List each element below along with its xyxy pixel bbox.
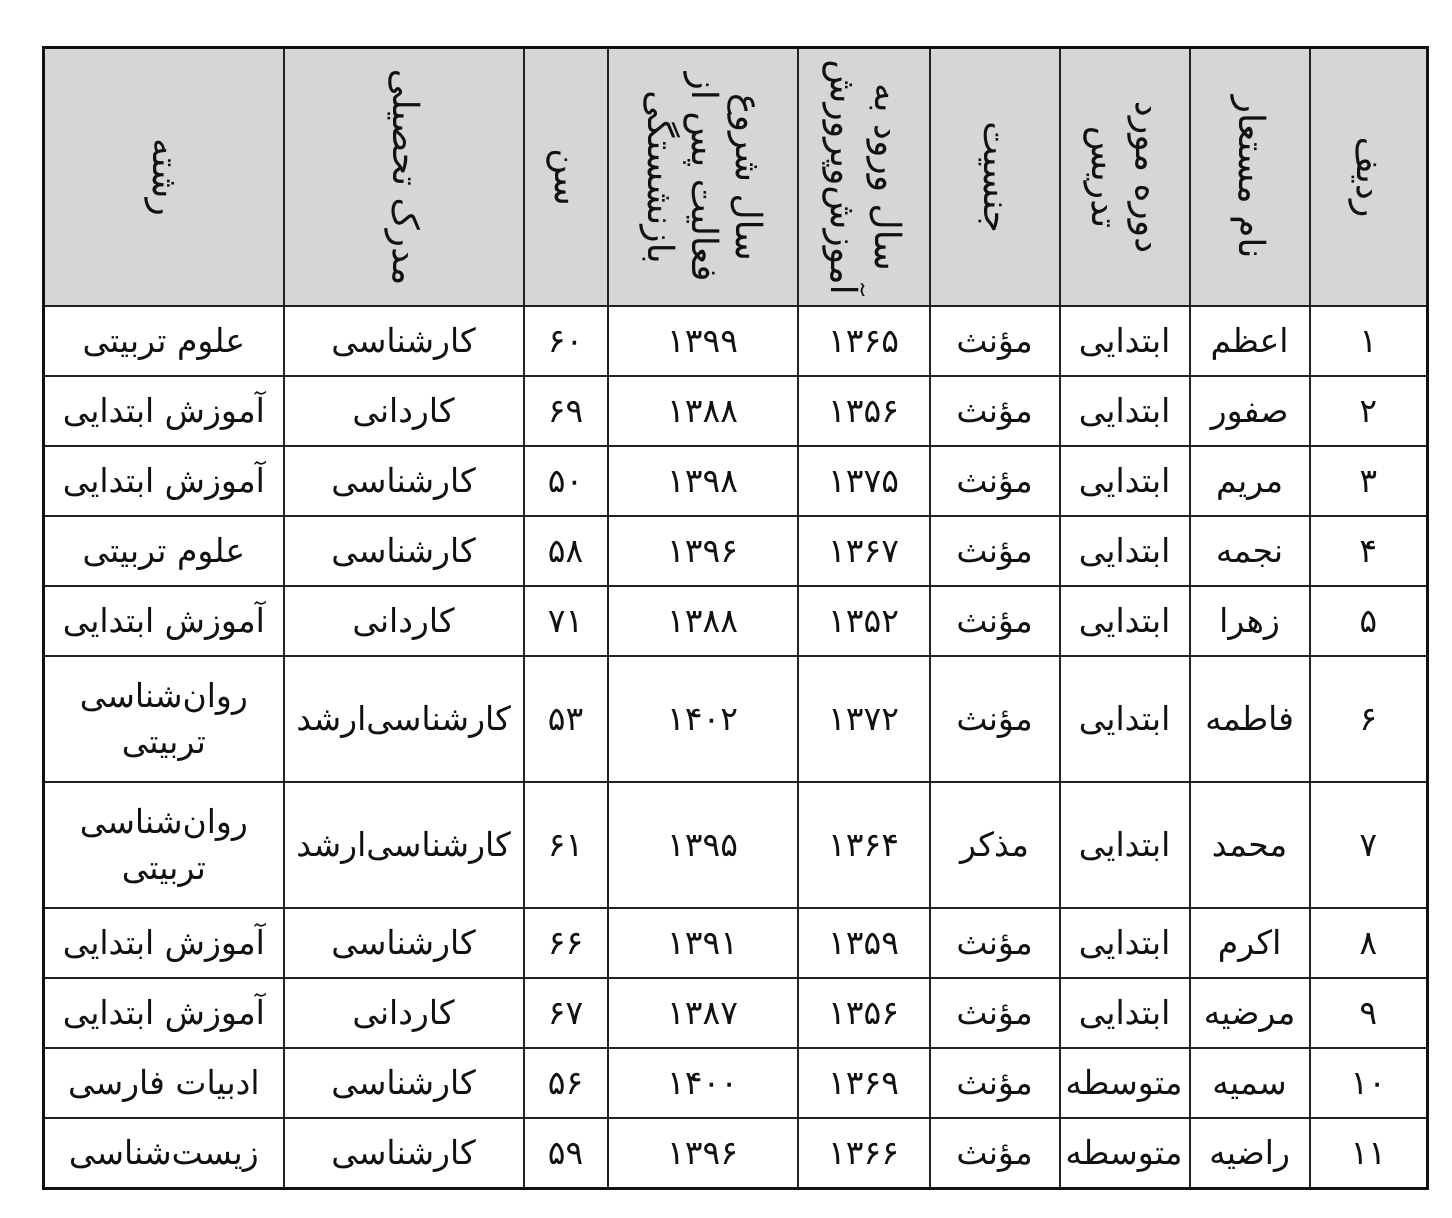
table-row [44,306,1428,376]
table-row [44,1118,1428,1189]
cell-field: آموزش ابتدایی [44,446,284,516]
cell-row-number: ۱۱ [1310,1118,1428,1189]
table-row [44,908,1428,978]
table-body [44,306,1428,1189]
cell-teaching-level: ابتدایی [1060,978,1190,1048]
header-line: دوره مورد [1126,100,1168,254]
cell-gender: مؤنث [930,1048,1060,1118]
cell-start-year: ۱۳۸۷ [608,978,798,1048]
cell-entry-year: ۱۳۷۲ [798,656,930,782]
cell-degree: کارشناسی [284,1118,524,1189]
cell-alias: صفور [1190,376,1310,446]
cell-gender: مؤنث [930,908,1060,978]
cell-degree: کارشناسی‌ارشد [284,782,524,908]
cell-entry-year: ۱۳۶۵ [798,306,930,376]
table-row [44,656,1428,782]
cell-alias: فاطمه [1190,656,1310,782]
header-line: فعالیت پس از [682,72,724,282]
cell-entry-year: ۱۳۵۹ [798,908,930,978]
table-row [44,1048,1428,1118]
cell-entry-year: ۱۳۶۶ [798,1118,930,1189]
cell-degree: کارشناسی [284,516,524,586]
cell-row-number: ۹ [1310,978,1428,1048]
cell-row-number: ۶ [1310,656,1428,782]
header-line: ردیف [1348,136,1390,218]
header-line: سال ورود به [865,83,907,271]
cell-start-year: ۱۴۰۰ [608,1048,798,1118]
cell-gender: مؤنث [930,516,1060,586]
cell-alias: زهرا [1190,586,1310,656]
cell-degree: کارشناسی [284,446,524,516]
table-row [44,446,1428,516]
cell-alias: مریم [1190,446,1310,516]
cell-start-year: ۱۴۰۲ [608,656,798,782]
header-cell-teaching-level [1060,48,1190,307]
cell-field [44,782,284,908]
cell-entry-year: ۱۳۷۵ [798,446,930,516]
cell-gender: مؤنث [930,306,1060,376]
cell-age: ۶۱ [524,782,608,908]
cell-entry-year: ۱۳۶۴ [798,782,930,908]
cell-teaching-level: ابتدایی [1060,446,1190,516]
header-line: رشته [143,138,185,216]
cell-entry-year: ۱۳۵۶ [798,376,930,446]
header-cell-entry-year [798,48,930,307]
cell-gender: مؤنث [930,446,1060,516]
cell-gender: مؤنث [930,978,1060,1048]
cell-age: ۶۹ [524,376,608,446]
header-line: آموزش‌وپرورش [821,59,863,295]
cell-degree: کارشناسی [284,1048,524,1118]
cell-field: آموزش ابتدایی [44,978,284,1048]
cell-field: زیست‌شناسی [44,1118,284,1189]
cell-field: آموزش ابتدایی [44,376,284,446]
cell-entry-year: ۱۳۶۷ [798,516,930,586]
cell-row-number: ۸ [1310,908,1428,978]
cell-teaching-level: ابتدایی [1060,376,1190,446]
cell-age: ۵۹ [524,1118,608,1189]
cell-alias: نجمه [1190,516,1310,586]
cell-row-number: ۴ [1310,516,1428,586]
header-cell-degree [284,48,524,307]
header-cell-gender [930,48,1060,307]
cell-start-year: ۱۳۸۸ [608,586,798,656]
cell-alias: اعظم [1190,306,1310,376]
cell-field-line: تربیتی [121,722,206,761]
header-cell-age [524,48,608,307]
cell-degree: کاردانی [284,978,524,1048]
cell-degree: کاردانی [284,376,524,446]
cell-entry-year: ۱۳۶۹ [798,1048,930,1118]
cell-field-line: تربیتی [121,848,206,887]
cell-field: علوم تربیتی [44,306,284,376]
cell-entry-year: ۱۳۵۲ [798,586,930,656]
table-row [44,586,1428,656]
cell-gender: مؤنث [930,1118,1060,1189]
cell-age: ۶۶ [524,908,608,978]
cell-field-line: روان‌شناسی [79,676,248,715]
header-cell-post-retirement-start [608,48,798,307]
cell-row-number: ۵ [1310,586,1428,656]
cell-gender: مؤنث [930,376,1060,446]
cell-teaching-level: ابتدایی [1060,306,1190,376]
table-row [44,978,1428,1048]
cell-start-year: ۱۳۹۶ [608,1118,798,1189]
header-cell-field [44,48,284,307]
cell-teaching-level: ابتدایی [1060,908,1190,978]
cell-teaching-level: ابتدایی [1060,782,1190,908]
cell-row-number: ۳ [1310,446,1428,516]
cell-row-number: ۲ [1310,376,1428,446]
header-line: تدریس [1082,125,1124,229]
cell-age: ۵۶ [524,1048,608,1118]
cell-age: ۶۷ [524,978,608,1048]
cell-degree: کارشناسی [284,908,524,978]
table-row [44,376,1428,446]
cell-start-year: ۱۳۹۶ [608,516,798,586]
cell-start-year: ۱۳۹۱ [608,908,798,978]
cell-alias: مرضیه [1190,978,1310,1048]
cell-alias: سمیه [1190,1048,1310,1118]
cell-age: ۵۳ [524,656,608,782]
table-row [44,516,1428,586]
cell-gender: مذکر [930,782,1060,908]
cell-row-number: ۷ [1310,782,1428,908]
cell-gender: مؤنث [930,656,1060,782]
cell-entry-year: ۱۳۵۶ [798,978,930,1048]
cell-degree: کارشناسی [284,306,524,376]
cell-start-year: ۱۳۸۸ [608,376,798,446]
cell-age: ۶۰ [524,306,608,376]
header-line: جنسیت [974,121,1016,233]
participants-table [42,46,1429,1190]
cell-alias: راضیه [1190,1118,1310,1189]
cell-age: ۵۰ [524,446,608,516]
cell-start-year: ۱۳۹۸ [608,446,798,516]
cell-row-number: ۱۰ [1310,1048,1428,1118]
cell-teaching-level: متوسطه [1060,1048,1190,1118]
cell-teaching-level: ابتدایی [1060,516,1190,586]
header-row [44,48,1428,307]
cell-teaching-level: ابتدایی [1060,586,1190,656]
cell-alias: محمد [1190,782,1310,908]
header-line: مدرک تحصیلی [383,68,425,286]
header-cell-row-number [1310,48,1428,307]
cell-field: ادبیات فارسی [44,1048,284,1118]
cell-alias: اکرم [1190,908,1310,978]
cell-start-year: ۱۳۹۹ [608,306,798,376]
document-sheet [42,46,1426,1186]
header-line: بازنشستگی [638,90,680,264]
table-row [44,782,1428,908]
header-cell-alias [1190,48,1310,307]
cell-teaching-level: متوسطه [1060,1118,1190,1189]
cell-field [44,656,284,782]
cell-row-number: ۱ [1310,306,1428,376]
cell-field: آموزش ابتدایی [44,586,284,656]
cell-teaching-level: ابتدایی [1060,656,1190,782]
cell-age: ۵۸ [524,516,608,586]
cell-degree: کارشناسی‌ارشد [284,656,524,782]
cell-field: علوم تربیتی [44,516,284,586]
cell-age: ۷۱ [524,586,608,656]
header-line: سن [545,148,587,206]
header-line: نام مستعار [1229,95,1271,259]
cell-start-year: ۱۳۹۵ [608,782,798,908]
cell-field-line: روان‌شناسی [79,802,248,841]
header-line: سال شروع [726,93,768,261]
cell-field: آموزش ابتدایی [44,908,284,978]
cell-gender: مؤنث [930,586,1060,656]
cell-degree: کاردانی [284,586,524,656]
